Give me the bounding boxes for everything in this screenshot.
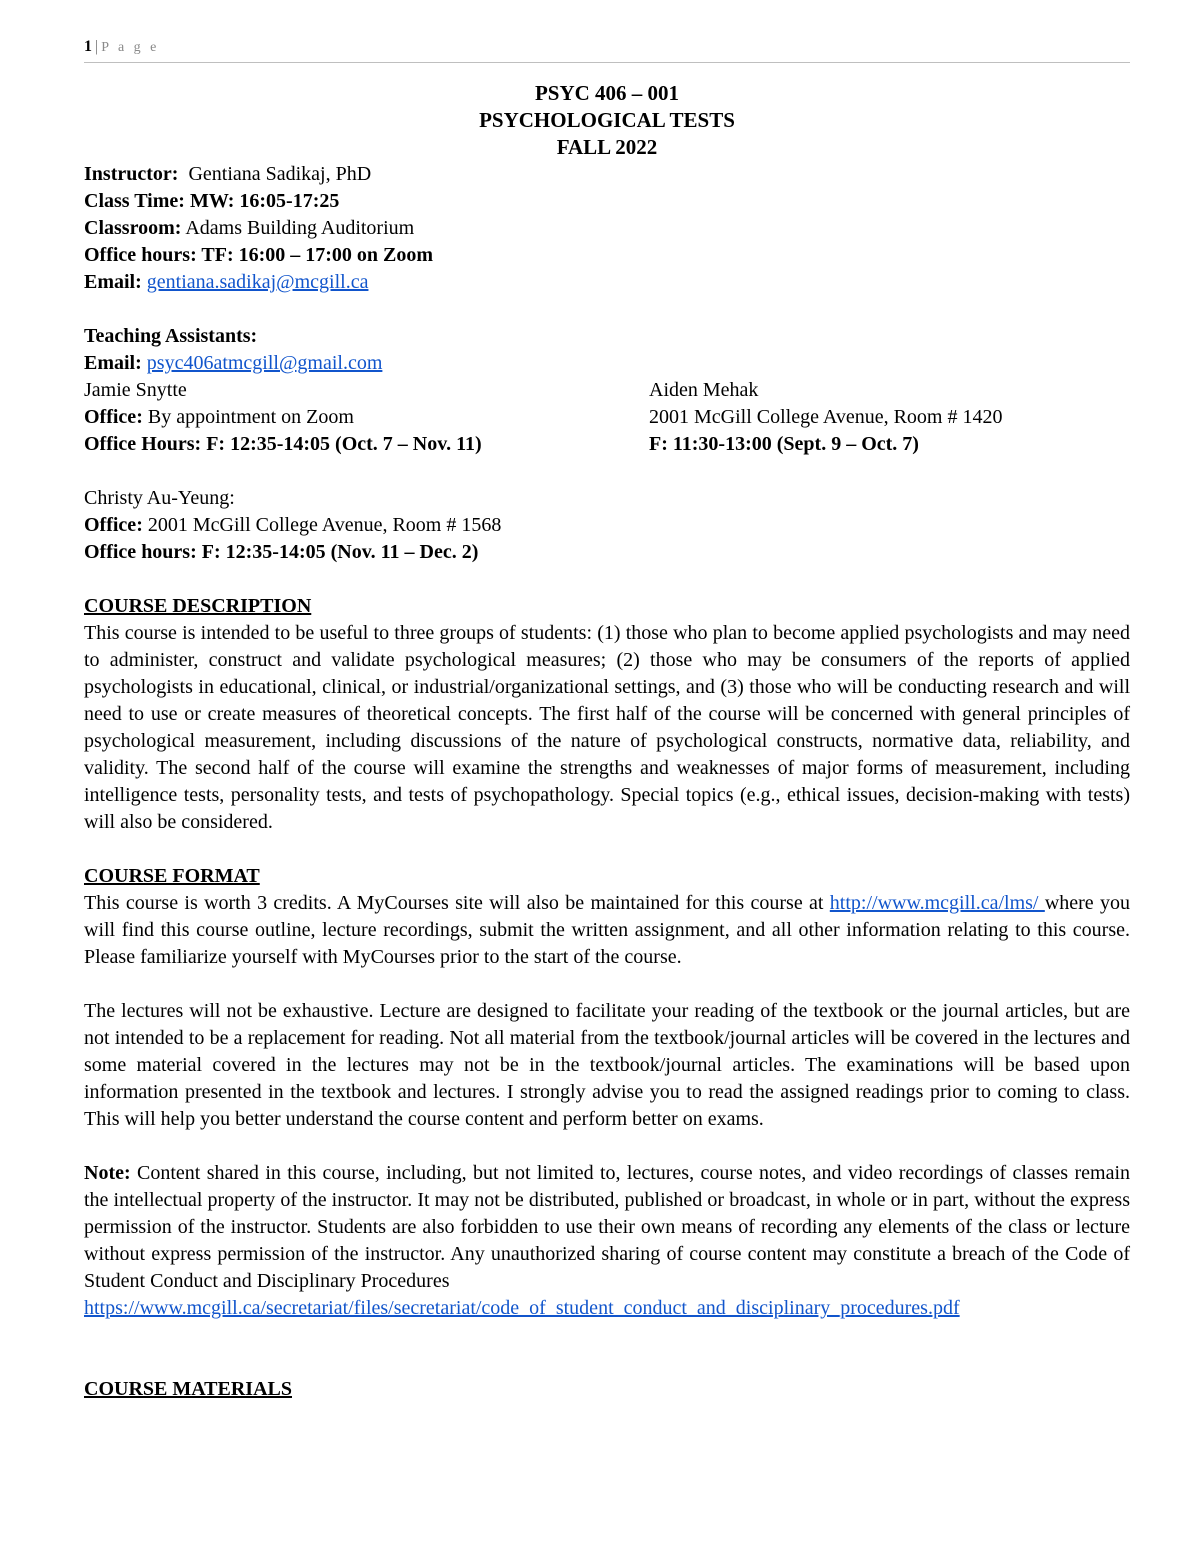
class-time: Class Time: MW: 16:05-17:25 [84, 190, 340, 212]
class-time-line [84, 188, 1130, 215]
course-description-heading: COURSE DESCRIPTION [84, 595, 312, 617]
ta1-name: Jamie Snytte [84, 379, 187, 401]
ta3-office-value: 2001 McGill College Avenue, Room # 1568 [147, 514, 502, 536]
course-term: FALL 2022 [556, 135, 658, 159]
ta1-column [84, 377, 649, 458]
ta1-office [84, 404, 649, 431]
classroom-line [84, 215, 1130, 242]
ta1-office-value: By appointment on Zoom [147, 406, 354, 428]
ta2-hours: F: 11:30-13:00 (Sept. 9 – Oct. 7) [649, 433, 919, 455]
email-label: Email: [84, 271, 142, 293]
ta2-column [649, 377, 1130, 458]
course-name: PSYCHOLOGICAL TESTS [479, 108, 735, 132]
format-p1-before: This course is worth 3 credits. A MyCourses site will also be maintained for this course at [84, 892, 830, 914]
ta-block [84, 323, 1130, 566]
ta2-name: Aiden Mehak [649, 379, 759, 401]
ta-email-label: Email: [84, 352, 142, 374]
course-format-heading: COURSE FORMAT [84, 865, 260, 887]
office-hours: Office hours: TF: 16:00 – 17:00 on Zoom [84, 244, 434, 266]
office-hours-line [84, 242, 1130, 269]
instructor-label: Instructor: [84, 163, 179, 185]
email-line [84, 269, 1130, 296]
note-paragraph [84, 1160, 1130, 1295]
mycourses-link[interactable]: http://www.mcgill.ca/lms/ [829, 892, 1045, 914]
instructor-name: Gentiana Sadikaj, PhD [188, 163, 372, 185]
page-number: 1 [84, 38, 92, 55]
course-description-text: This course is intended to be useful to three groups of students: (1) those who plan to become applied psychologists and may need to administer, construct and validate psychological measures; (2) those who may be consumers of the reports of applied psychologists in educational, clinical, or industrial/organizational settings, and (3) those who will be conducting research and will need to use or create measures of theoretical concepts. The first half of the course will be concerned with general principles of psychological measurement, including discussions of the nature of psychological constructs, normative data, reliability, and validity. The second half of the course will examine the strengths and weaknesses of major forms of measurement, including intelligence tests, personality tests, and tests of psychopathology. Special topics (e.g., ethical issues, decision-making with tests) will also be considered. [84, 622, 1130, 833]
ta-email-link[interactable]: psyc406atmcgill@gmail.com [146, 352, 383, 374]
course-code: PSYC 406 – 001 [534, 81, 680, 105]
ta2-office: 2001 McGill College Avenue, Room # 1420 [649, 406, 1003, 428]
course-materials-heading: COURSE MATERIALS [84, 1378, 292, 1400]
ta-email-line [84, 350, 1130, 377]
format-p1-after: where you will find this course outline, lecture recordings, submit the written assignment, and all other information relating to this course. Please familiarize yourself with MyCourses prior to the start of the course. [84, 892, 1130, 968]
ta3-name: Christy Au-Yeung: [84, 487, 235, 509]
ta3-office-label: Office: [84, 514, 143, 536]
note-text: Content shared in this course, including, but not limited to, lectures, course notes, and video recordings of classes remain the intellectual property of the instructor. It may not be distributed, published or broadcast, in whole or in part, without the express permission of the instructor. Students are also forbidden to use their own means of recording any elements of the class or lecture without express permission of the instructor. Any unauthorized sharing of course content may constitute a breach of the Code of Student Conduct and Disciplinary Procedures [84, 1162, 1130, 1292]
page-header [84, 38, 1130, 63]
ta-columns [84, 377, 1130, 458]
course-format-paragraph-1 [84, 890, 1130, 971]
title-block [84, 80, 1130, 161]
ta1-hours: Office Hours: F: 12:35-14:05 (Oct. 7 – Nov. 11) [84, 433, 482, 455]
course-description-section [84, 593, 1130, 836]
ta3-hours: Office hours: F: 12:35-14:05 (Nov. 11 – Dec. 2) [84, 541, 479, 563]
code-of-conduct-link[interactable]: https://www.mcgill.ca/secretariat/files/secretariat/code_of_student_conduct_and_disciplinary_procedures.pdf [84, 1297, 960, 1319]
page-separator: | [95, 38, 99, 55]
instructor-line [84, 161, 1130, 188]
document-body [84, 80, 1130, 1403]
classroom-label: Classroom: [84, 217, 182, 239]
page-label: P a g e [101, 40, 160, 55]
ta-heading: Teaching Assistants: [84, 325, 258, 347]
ta1-office-label: Office: [84, 406, 143, 428]
instructor-block [84, 161, 1130, 296]
note-label: Note: [84, 1162, 131, 1184]
classroom-value: Adams Building Auditorium [185, 217, 415, 239]
course-format-section [84, 863, 1130, 1322]
instructor-email-link[interactable]: gentiana.sadikaj@mcgill.ca [146, 271, 369, 293]
course-format-paragraph-2: The lectures will not be exhaustive. Lecture are designed to facilitate your reading of the textbook or the journal articles, but are not intended to be a replacement for reading. Not all material from the textbook/journal articles will be covered in the lectures and some material covered in the lectures may not be in the textbook/journal articles. The examinations will be based upon information presented in the textbook and lectures. I strongly advise you to read the assigned readings prior to coming to class. This will help you better understand the course content and perform better on exams. [84, 1000, 1130, 1130]
ta3-office [84, 512, 1130, 539]
